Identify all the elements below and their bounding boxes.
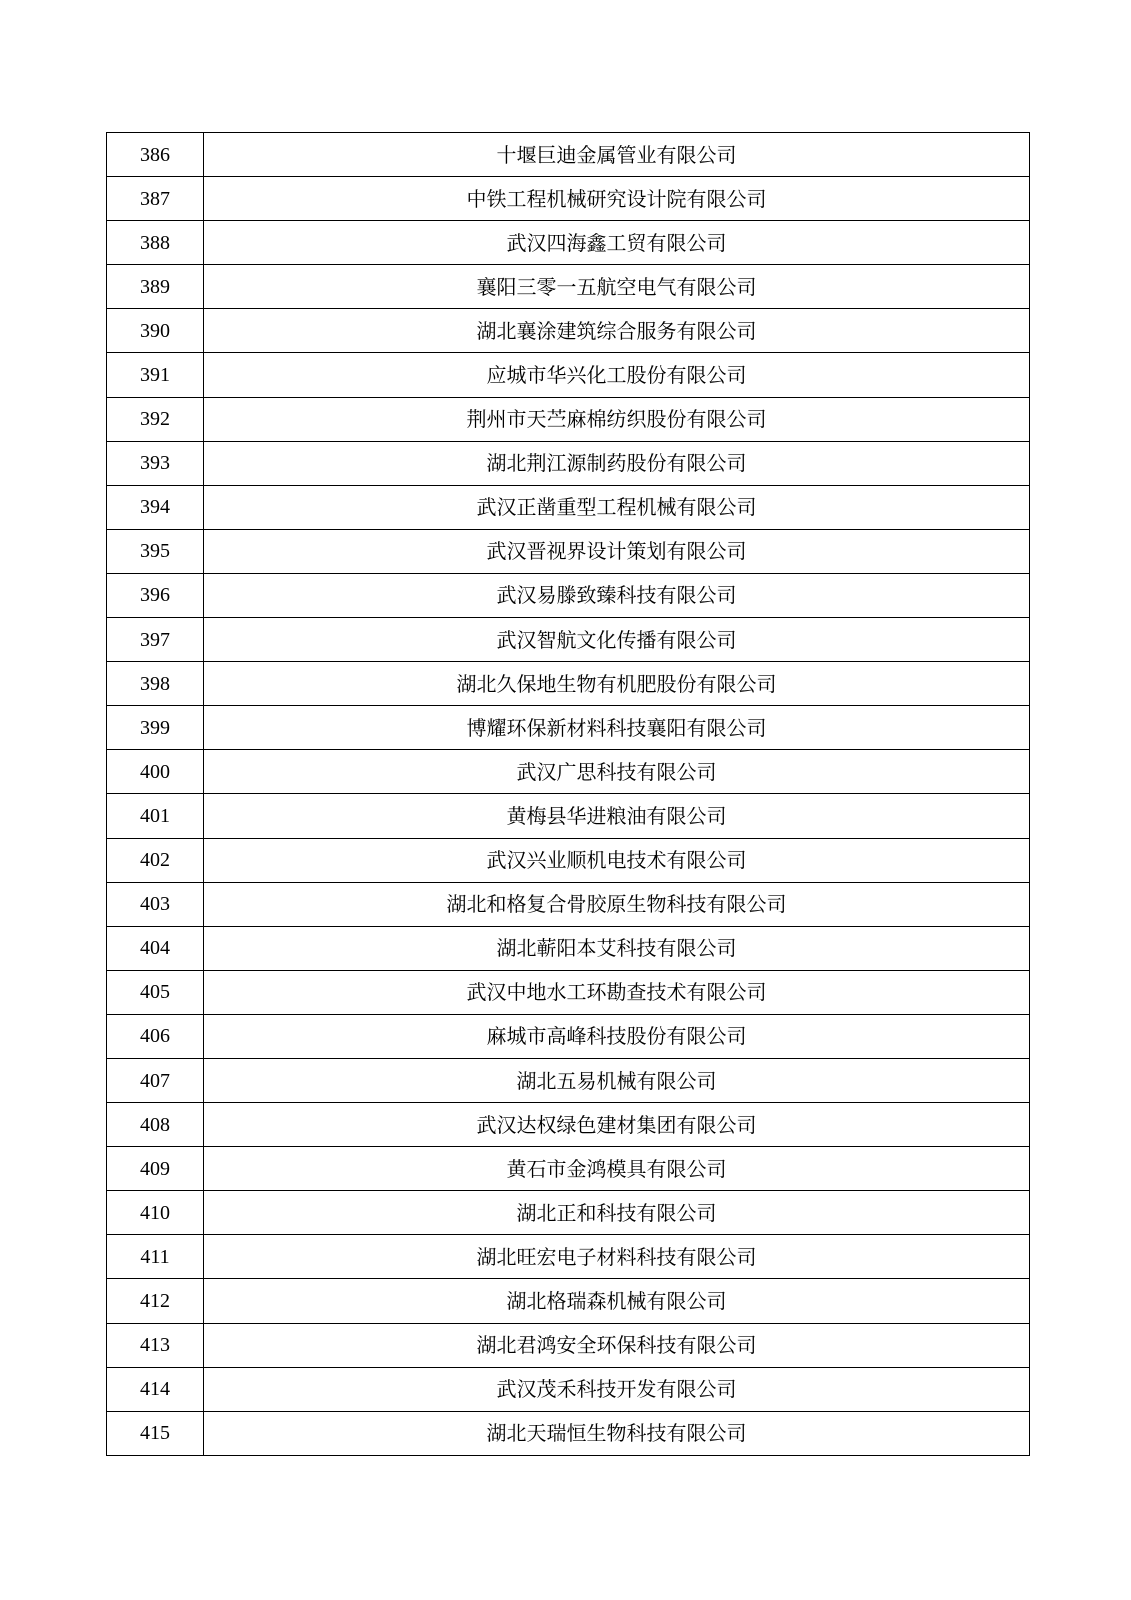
table-body bbox=[107, 133, 1030, 1456]
company-name-cell: 武汉易滕致臻科技有限公司 bbox=[204, 573, 1030, 617]
row-number-cell: 390 bbox=[107, 309, 204, 353]
table-row bbox=[107, 1367, 1030, 1411]
row-number-cell: 403 bbox=[107, 882, 204, 926]
row-number-cell: 387 bbox=[107, 177, 204, 221]
table-row bbox=[107, 882, 1030, 926]
company-name-cell: 湖北旺宏电子材料科技有限公司 bbox=[204, 1235, 1030, 1279]
table-row bbox=[107, 1411, 1030, 1455]
company-name-cell: 湖北蕲阳本艾科技有限公司 bbox=[204, 926, 1030, 970]
table-row bbox=[107, 794, 1030, 838]
company-name-cell: 黄石市金鸿模具有限公司 bbox=[204, 1147, 1030, 1191]
row-number-cell: 393 bbox=[107, 441, 204, 485]
table-row bbox=[107, 309, 1030, 353]
table-row bbox=[107, 662, 1030, 706]
row-number-cell: 412 bbox=[107, 1279, 204, 1323]
row-number-cell: 398 bbox=[107, 662, 204, 706]
company-name-cell: 博耀环保新材料科技襄阳有限公司 bbox=[204, 706, 1030, 750]
company-name-cell: 麻城市高峰科技股份有限公司 bbox=[204, 1014, 1030, 1058]
table-row bbox=[107, 1191, 1030, 1235]
table-row bbox=[107, 397, 1030, 441]
company-name-cell: 湖北襄涂建筑综合服务有限公司 bbox=[204, 309, 1030, 353]
row-number-cell: 386 bbox=[107, 133, 204, 177]
company-name-cell: 黄梅县华进粮油有限公司 bbox=[204, 794, 1030, 838]
company-list-table bbox=[106, 132, 1030, 1456]
row-number-cell: 410 bbox=[107, 1191, 204, 1235]
row-number-cell: 395 bbox=[107, 529, 204, 573]
row-number-cell: 397 bbox=[107, 618, 204, 662]
table-row bbox=[107, 1147, 1030, 1191]
row-number-cell: 413 bbox=[107, 1323, 204, 1367]
row-number-cell: 388 bbox=[107, 221, 204, 265]
company-name-cell: 武汉正凿重型工程机械有限公司 bbox=[204, 485, 1030, 529]
row-number-cell: 415 bbox=[107, 1411, 204, 1455]
company-name-cell: 湖北正和科技有限公司 bbox=[204, 1191, 1030, 1235]
row-number-cell: 409 bbox=[107, 1147, 204, 1191]
row-number-cell: 389 bbox=[107, 265, 204, 309]
row-number-cell: 411 bbox=[107, 1235, 204, 1279]
company-name-cell: 湖北久保地生物有机肥股份有限公司 bbox=[204, 662, 1030, 706]
company-name-cell: 武汉四海鑫工贸有限公司 bbox=[204, 221, 1030, 265]
row-number-cell: 407 bbox=[107, 1058, 204, 1102]
row-number-cell: 400 bbox=[107, 750, 204, 794]
table-row bbox=[107, 838, 1030, 882]
row-number-cell: 401 bbox=[107, 794, 204, 838]
company-name-cell: 武汉茂禾科技开发有限公司 bbox=[204, 1367, 1030, 1411]
table-row bbox=[107, 133, 1030, 177]
company-name-cell: 应城市华兴化工股份有限公司 bbox=[204, 353, 1030, 397]
table-row bbox=[107, 1058, 1030, 1102]
table-row bbox=[107, 485, 1030, 529]
row-number-cell: 399 bbox=[107, 706, 204, 750]
row-number-cell: 405 bbox=[107, 970, 204, 1014]
row-number-cell: 396 bbox=[107, 573, 204, 617]
company-name-cell: 湖北君鸿安全环保科技有限公司 bbox=[204, 1323, 1030, 1367]
table-row bbox=[107, 618, 1030, 662]
row-number-cell: 391 bbox=[107, 353, 204, 397]
table-row bbox=[107, 750, 1030, 794]
row-number-cell: 408 bbox=[107, 1103, 204, 1147]
company-name-cell: 武汉广思科技有限公司 bbox=[204, 750, 1030, 794]
table-row bbox=[107, 221, 1030, 265]
table-row bbox=[107, 177, 1030, 221]
company-name-cell: 湖北和格复合骨胶原生物科技有限公司 bbox=[204, 882, 1030, 926]
table-row bbox=[107, 441, 1030, 485]
company-name-cell: 湖北荆江源制药股份有限公司 bbox=[204, 441, 1030, 485]
company-name-cell: 武汉兴业顺机电技术有限公司 bbox=[204, 838, 1030, 882]
company-name-cell: 湖北五易机械有限公司 bbox=[204, 1058, 1030, 1102]
row-number-cell: 406 bbox=[107, 1014, 204, 1058]
company-name-cell: 荆州市天苎麻棉纺织股份有限公司 bbox=[204, 397, 1030, 441]
company-name-cell: 武汉中地水工环勘查技术有限公司 bbox=[204, 970, 1030, 1014]
table-row bbox=[107, 1235, 1030, 1279]
table-row bbox=[107, 970, 1030, 1014]
row-number-cell: 394 bbox=[107, 485, 204, 529]
table-row bbox=[107, 706, 1030, 750]
company-name-cell: 武汉达权绿色建材集团有限公司 bbox=[204, 1103, 1030, 1147]
table-row bbox=[107, 1014, 1030, 1058]
table-row bbox=[107, 1103, 1030, 1147]
company-name-cell: 襄阳三零一五航空电气有限公司 bbox=[204, 265, 1030, 309]
table-row bbox=[107, 265, 1030, 309]
company-name-cell: 湖北天瑞恒生物科技有限公司 bbox=[204, 1411, 1030, 1455]
table-row bbox=[107, 573, 1030, 617]
row-number-cell: 404 bbox=[107, 926, 204, 970]
table-row bbox=[107, 529, 1030, 573]
company-name-cell: 武汉智航文化传播有限公司 bbox=[204, 618, 1030, 662]
row-number-cell: 392 bbox=[107, 397, 204, 441]
table-row bbox=[107, 926, 1030, 970]
company-name-cell: 中铁工程机械研究设计院有限公司 bbox=[204, 177, 1030, 221]
row-number-cell: 402 bbox=[107, 838, 204, 882]
row-number-cell: 414 bbox=[107, 1367, 204, 1411]
table-row bbox=[107, 1323, 1030, 1367]
company-name-cell: 十堰巨迪金属管业有限公司 bbox=[204, 133, 1030, 177]
company-list-table-container bbox=[106, 132, 1027, 1456]
company-name-cell: 武汉晋视界设计策划有限公司 bbox=[204, 529, 1030, 573]
table-row bbox=[107, 1279, 1030, 1323]
table-row bbox=[107, 353, 1030, 397]
company-name-cell: 湖北格瑞森机械有限公司 bbox=[204, 1279, 1030, 1323]
